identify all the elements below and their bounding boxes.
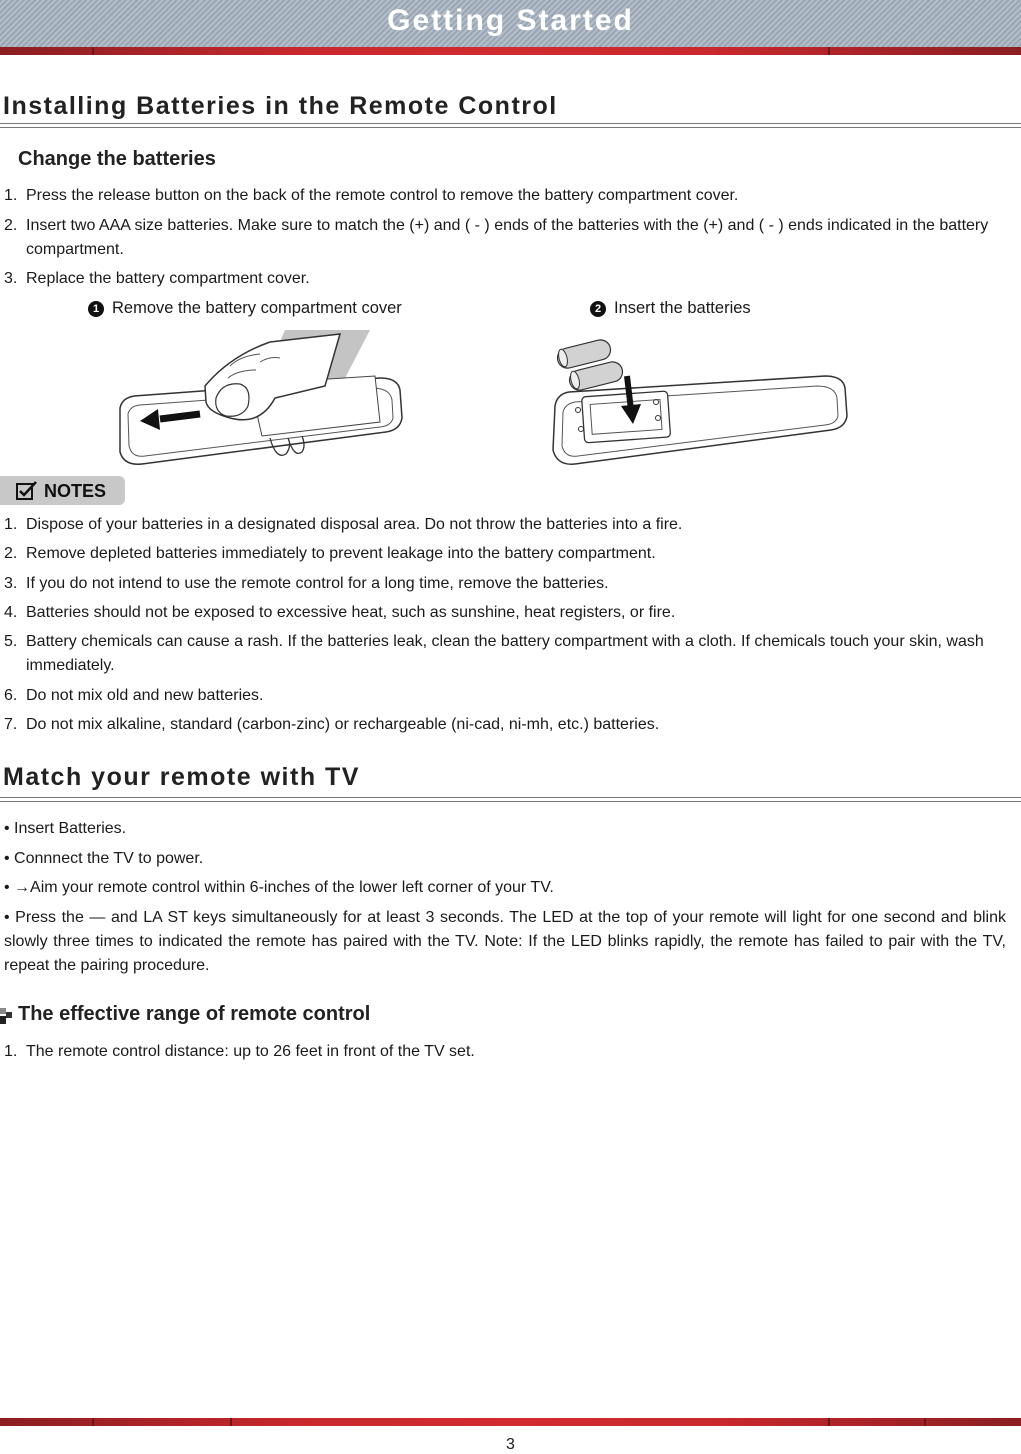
note-item: 6. Do not mix old and new batteries.: [4, 687, 264, 704]
match-bullet: • Insert Batteries.: [4, 820, 127, 837]
note-item: 5. Battery chemicals can cause a rash. If the batteries leak, clean the battery compartment with a cloth. If chemicals touch your skin, wash immediately.: [4, 633, 984, 674]
number-two-icon: 2: [590, 301, 606, 317]
section-rule: [0, 123, 1021, 128]
step-item: 2. Insert two AAA size batteries. Make sure to match the (+) and ( - ) ends of the batteries with the (+) and ( - ) ends indicated in the battery compartment.: [4, 217, 989, 258]
header-red-bar: [0, 47, 1021, 55]
number-one-icon: 1: [88, 301, 104, 317]
note-item: 4. Batteries should not be exposed to excessive heat, such as sunshine, heat registers, or fire.: [4, 604, 676, 621]
page-number: 3: [506, 1436, 515, 1453]
page-header-title: Getting Started: [387, 4, 634, 37]
checkbox-pencil-icon: [16, 481, 38, 501]
footer-red-bar: [0, 1418, 1021, 1426]
notes-tag: NOTES: [0, 476, 125, 505]
note-item: 2. Remove depleted batteries immediately to prevent leakage into the battery compartment.: [4, 545, 656, 562]
section-title-batteries: Installing Batteries in the Remote Control: [3, 92, 558, 120]
section-title-match-remote: Match your remote with TV: [3, 763, 360, 791]
subsection-title-change-batteries: Change the batteries: [18, 148, 216, 170]
insert-batteries-illustration: [545, 336, 855, 471]
figure-caption-remove-cover: 1 Remove the battery compartment cover: [88, 299, 402, 318]
remove-cover-illustration: [110, 326, 410, 471]
note-item: 3. If you do not intend to use the remote control for a long time, remove the batteries.: [4, 575, 609, 592]
range-item: 1. The remote control distance: up to 26 feet in front of the TV set.: [4, 1043, 475, 1060]
note-item: 1. Dispose of your batteries in a designated disposal area. Do not throw the batteries into a fire.: [4, 516, 683, 533]
step-item: 1. Press the release button on the back of the remote control to remove the battery compartment cover.: [4, 187, 739, 204]
section-rule: [0, 797, 1021, 802]
step-item: 3. Replace the battery compartment cover.: [4, 270, 310, 287]
note-item: 7. Do not mix alkaline, standard (carbon-zinc) or rechargeable (ni-cad, ni-mh, etc.) batteries.: [4, 716, 660, 733]
match-bullet: • Press the — and LA ST keys simultaneously for at least 3 seconds. The LED at the top of your remote will light for one second and blink slowly three times to indicated the remote has paired with the TV. Note: If the LED blinks rapidly, the remote has failed to pair with the TV, repeat the pairing procedure.: [4, 909, 1006, 974]
match-bullet: • →Aim your remote control within 6-inches of the lower left corner of your TV.: [4, 879, 554, 896]
subsection-title-effective-range: The effective range of remote control: [18, 1003, 371, 1025]
match-bullet: • Connnect the TV to power.: [4, 850, 204, 867]
checker-square-icon: [0, 1008, 14, 1024]
figure-caption-insert-batteries: 2 Insert the batteries: [590, 299, 751, 318]
